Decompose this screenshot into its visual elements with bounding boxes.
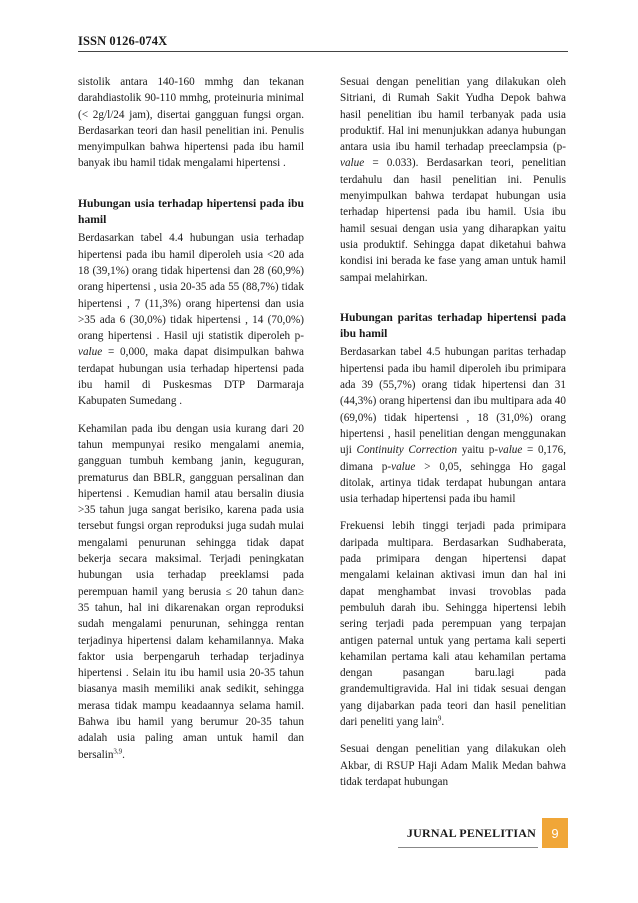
left-paragraph-1: sistolik antara 140-160 mmhg dan tekanan darahdiastolik 90-110 mmhg, proteinuria minimal (< 2g/l/24 jam), disertai gangguan fungsi organ. Berdasarkan teori dan hasil penelitian ini. Penulis menyimpulkan bahwa hipertensi pada ibu hamil banyak ibu hamil tidak mengalami hipertensi . (78, 76, 304, 170)
journal-name: JURNAL PENELITIAN (406, 825, 536, 840)
section-heading-paritas: Hubungan paritas terhadap hipertensi pada ibu hamil (340, 310, 566, 341)
left-paragraph-2: Berdasarkan tabel 4.4 hubungan usia terhadap hipertensi pada ibu hamil diperoleh usia <20 ada 18 (39,1%) orang tidak hipertensi dan 28 (60,9%) orang hipertensi , usia 20-35 ada 55 (88,7%) tidak hipertensi , 7 (11,3%) orang hipertensi dan usia >35 ada 6 (30,0%) tidak hipertensi , 14 (70,0%) orang hipertensi . Hasil uji statistik diperoleh p-value = 0,000, maka dapat disimpulkan bahwa terdapat hubungan usia terhadap hipertensi pada ibu hamil di Puskesmas DTP Darmaraja Kabupaten Sumedang . (78, 232, 304, 408)
right-paragraph-2: Berdasarkan tabel 4.5 hubungan paritas terhadap hipertensi pada ibu hamil diperoleh ibu primipara ada 39 (55,7%) orang tidak hipertensi dan 31 (44,3%) orang hipertensi dan ibu multipara ada 40 (69,0%) tidak hipertensi , 18 (31,0%) orang hipertensi , hasil penelitian dengan menggunakan uji Continuity Correction yaitu p-value = 0,176, dimana p-value > 0,05, sehingga Ho gagal ditolak, artinya tidak terdapat hubungan antara usia terhadap hipertensi pada ibu hamil (340, 346, 567, 506)
page-number: 9 (542, 818, 568, 848)
left-paragraph-3: Kehamilan pada ibu dengan usia kurang dari 20 tahun mempunyai resiko mengalami anemia, gangguan tumbuh kembang janin, keguguran, prematurus dan BBLR, gangguan persalinan dan hipertensi . Kemudian hamil atau bersalin diusia >35 tahun juga sangat berisiko, karena pada usia tersebut fungsi organ reproduksi juga sudah mulai mengalami penurunan sehingga tidak dapat bekerja secara maksimal. Terjadi peningkatan hubungan usia terhadap preeklamsi pada perempuan hamil yang berusia ≤ 20 tahun dan≥ 35 tahun, hal ini dikarenakan organ reproduksi sudah mengalami penurunan, sehingga rentan terjadinya hipertensi dalam kehamilannya. Maka faktor usia berpengaruh terhadap terjadinya hipertensi . Selain itu ibu hamil usia 20-35 tahun biasanya masih memiliki anak sedikit, sehingga merasa tidak mampu keadaannya selama hamil. Bahwa ibu hamil yang berumur 20-35 tahun adalah usia paling aman untuk hamil dan bersalin$^{3,9}$. (78, 422, 304, 761)
right-paragraph-3: Frekuensi lebih tinggi terjadi pada primipara daripada multipara. Berdasarkan Sudhaberata, pada primipara dengan hipertensi dapat mengalami kelainan aktivasi imun dan hal ini dapat menghambat invasi trovoblas pada pembuluh darah ibu. Sehingga hipertensi lebih sering terjadi pada perempuan yang terpajan antigen paternal untuk yang pertama kali seperti kehamilan pertama kali atau kehamilan pertama dengan pasangan baru.lagi pada grandemultigravida. Hal ini tidak sesuai dengan yang dijabarkan pada teori dan hasil penelitian dari peneliti yang lain$^9$. (340, 520, 566, 728)
right-paragraph-4: Sesuai dengan penelitian yang dilakukan oleh Akbar, di RSUP Haji Adam Malik Medan bahwa tidak terdapat hubungan (340, 743, 566, 788)
section-heading-usia: Hubungan usia terhadap hipertensi pada ibu hamil (78, 196, 304, 227)
issn-header: ISSN 0126-074X (78, 34, 168, 48)
right-column (340, 74, 566, 801)
header-rule (78, 51, 568, 52)
left-column (78, 74, 304, 774)
page-footer (407, 818, 568, 848)
right-paragraph-1: Sesuai dengan penelitian yang dilakukan oleh Sitriani, di Rumah Sakit Yudha Depok bahwa hasil penelitian ibu hamil terbanyak pada usia produktif. Hal ini menunjukkan adanya hubungan antara usia ibu hamil terhadap preeclampsia (p-value = 0.033). Berdasarkan teori, penelitian terdahulu dan hasil penelitian ini. Penulis menyimpulkan bahwa terdapat hubungan usia terhadap hipertensi pada ibu hamil. Usia ibu hamil sesuai dengan usia yang diharapkan yaitu usia produktif. Sehingga dapat diketahui bahwa kondisi ini berada ke fase yang aman untuk hamil sampai melahirkan. (340, 76, 566, 284)
